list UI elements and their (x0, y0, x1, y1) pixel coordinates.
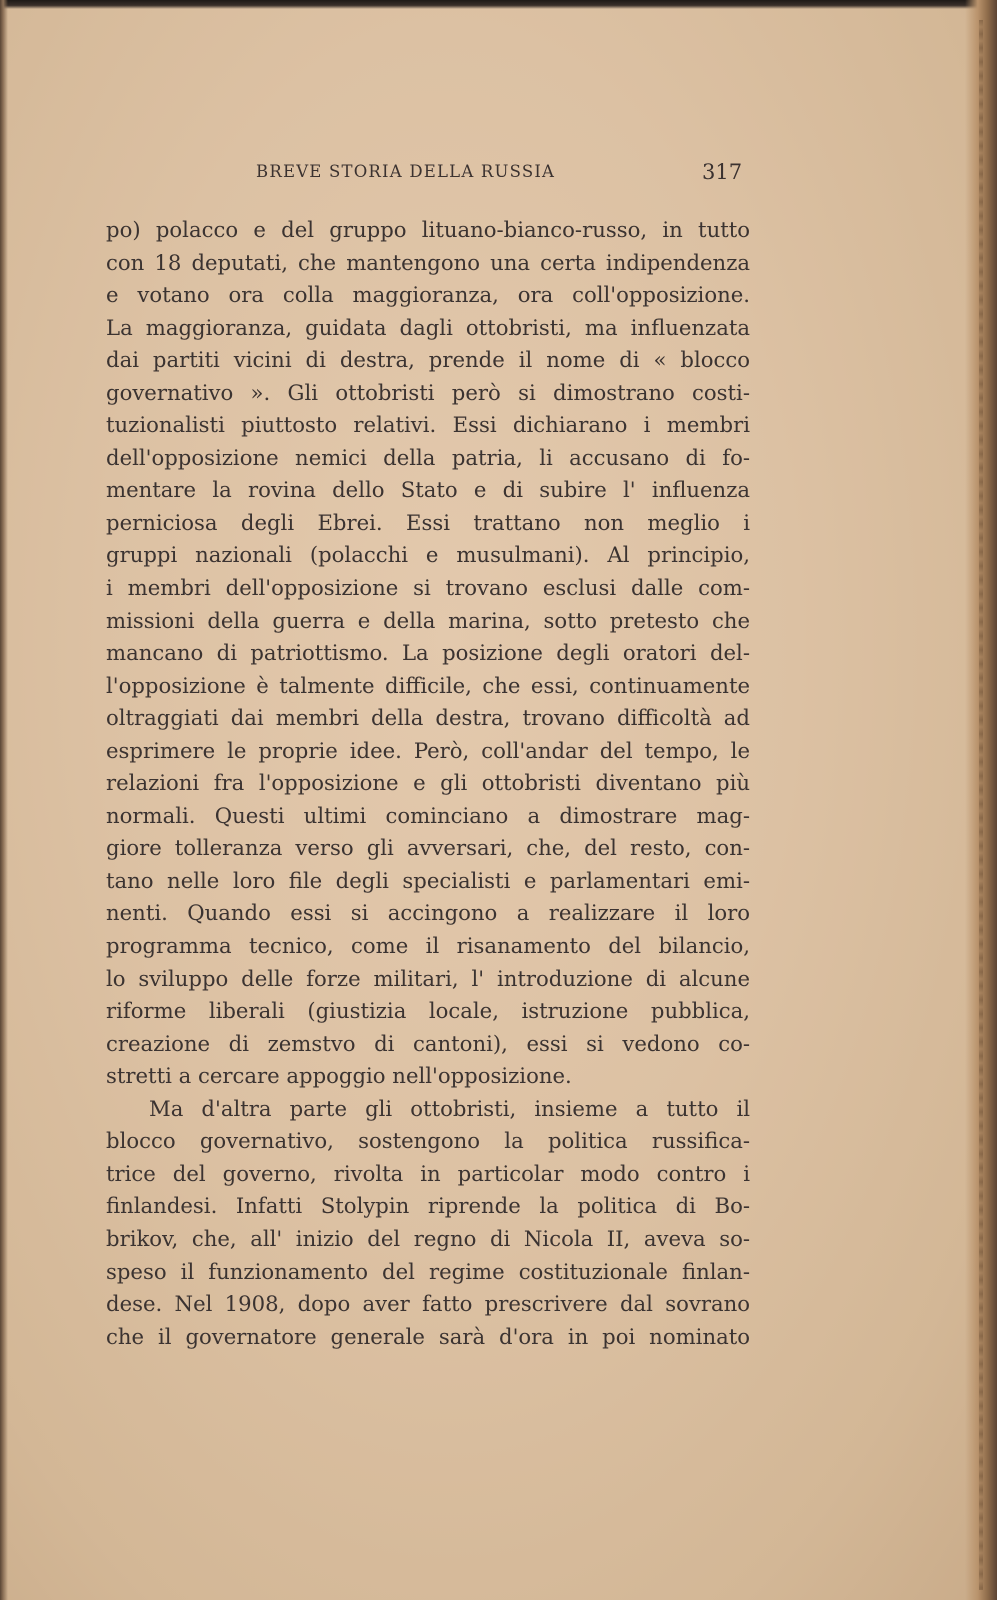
text-line: i membri dell'opposizione si trovano esclusi dalle com- (106, 575, 750, 601)
text-line: lo sviluppo delle forze militari, l' introduzione di alcune (106, 965, 750, 991)
page-top-edge (0, 0, 997, 9)
text-line: oltraggiati dai membri della destra, trovano difficoltà ad (106, 705, 750, 731)
text-line: con 18 deputati, che mantengono una certa indipendenza (106, 249, 750, 275)
page-header (0, 160, 997, 190)
page-fore-edge (979, 20, 983, 1590)
text-line: riforme liberali (giustizia locale, istruzione pubblica, (106, 998, 750, 1024)
paragraph-last-line: stretti a cercare appoggio nell'opposizione. (106, 1063, 572, 1089)
text-line: mancano di patriottismo. La posizione degli oratori del- (106, 640, 750, 666)
text-line: po) polacco e del gruppo lituano-bianco-russo, in tutto (106, 217, 750, 242)
text-line: finlandesi. Infatti Stolypin riprende la politica di Bo- (106, 1193, 750, 1219)
paragraph-first-line: Ma d'altra parte gli ottobristi, insieme a tutto il (149, 1095, 750, 1121)
text-line: esprimere le proprie idee. Però, coll'andar del tempo, le (106, 737, 750, 763)
text-line: programma tecnico, come il risanamento del bilancio, (106, 933, 750, 959)
text-line: perniciosa degli Ebrei. Essi trattano non meglio i (106, 509, 750, 535)
text-line: creazione di zemstvo di cantoni), essi si vedono co- (106, 1030, 750, 1056)
text-line: trice del governo, rivolta in particolar modo contro i (106, 1160, 750, 1186)
text-line: relazioni fra l'opposizione e gli ottobristi diventano più (106, 770, 750, 796)
text-line: mentare la rovina dello Stato e di subire l' influenza (106, 477, 750, 503)
text-line: nenti. Quando essi si accingono a realizzare il loro (106, 900, 750, 926)
text-line: e votano ora colla maggioranza, ora coll'opposizione. (106, 282, 750, 308)
text-line: dell'opposizione nemici della patria, li accusano di fo- (106, 444, 750, 470)
text-line: blocco governativo, sostengono la politica russifica- (106, 1128, 750, 1154)
page-number: 317 (702, 160, 743, 184)
running-title: BREVE STORIA DELLA RUSSIA (256, 162, 556, 181)
text-line: normali. Questi ultimi cominciano a dimostrare mag- (106, 802, 750, 828)
text-line: dese. Nel 1908, dopo aver fatto prescrivere dal sovrano (106, 1291, 750, 1317)
text-line: dai partiti vicini di destra, prende il nome di « blocco (106, 347, 750, 373)
body-text (106, 214, 750, 1353)
text-line: brikov, che, all' inizio del regno di Nicola II, aveva so- (106, 1225, 750, 1251)
text-line: missioni della guerra e della marina, sotto pretesto che (106, 607, 750, 633)
text-line: che il governatore generale sarà d'ora in poi nominato (106, 1323, 750, 1349)
text-line: gruppi nazionali (polacchi e musulmani). Al principio, (106, 542, 750, 568)
text-line: giore tolleranza verso gli avversari, che, del resto, con- (106, 835, 750, 861)
text-line: tano nelle loro file degli specialisti e parlamentari emi- (106, 867, 750, 893)
text-line: speso il funzionamento del regime costituzionale finlan- (106, 1258, 750, 1284)
page-left-edge (0, 0, 8, 1600)
text-line: tuzionalisti piuttosto relativi. Essi dichiarano i membri (106, 412, 750, 438)
text-line: governativo ». Gli ottobristi però si dimostrano costi- (106, 379, 750, 405)
text-line: l'opposizione è talmente difficile, che essi, continuamente (106, 672, 750, 698)
text-line: La maggioranza, guidata dagli ottobristi, ma influenzata (106, 314, 750, 340)
